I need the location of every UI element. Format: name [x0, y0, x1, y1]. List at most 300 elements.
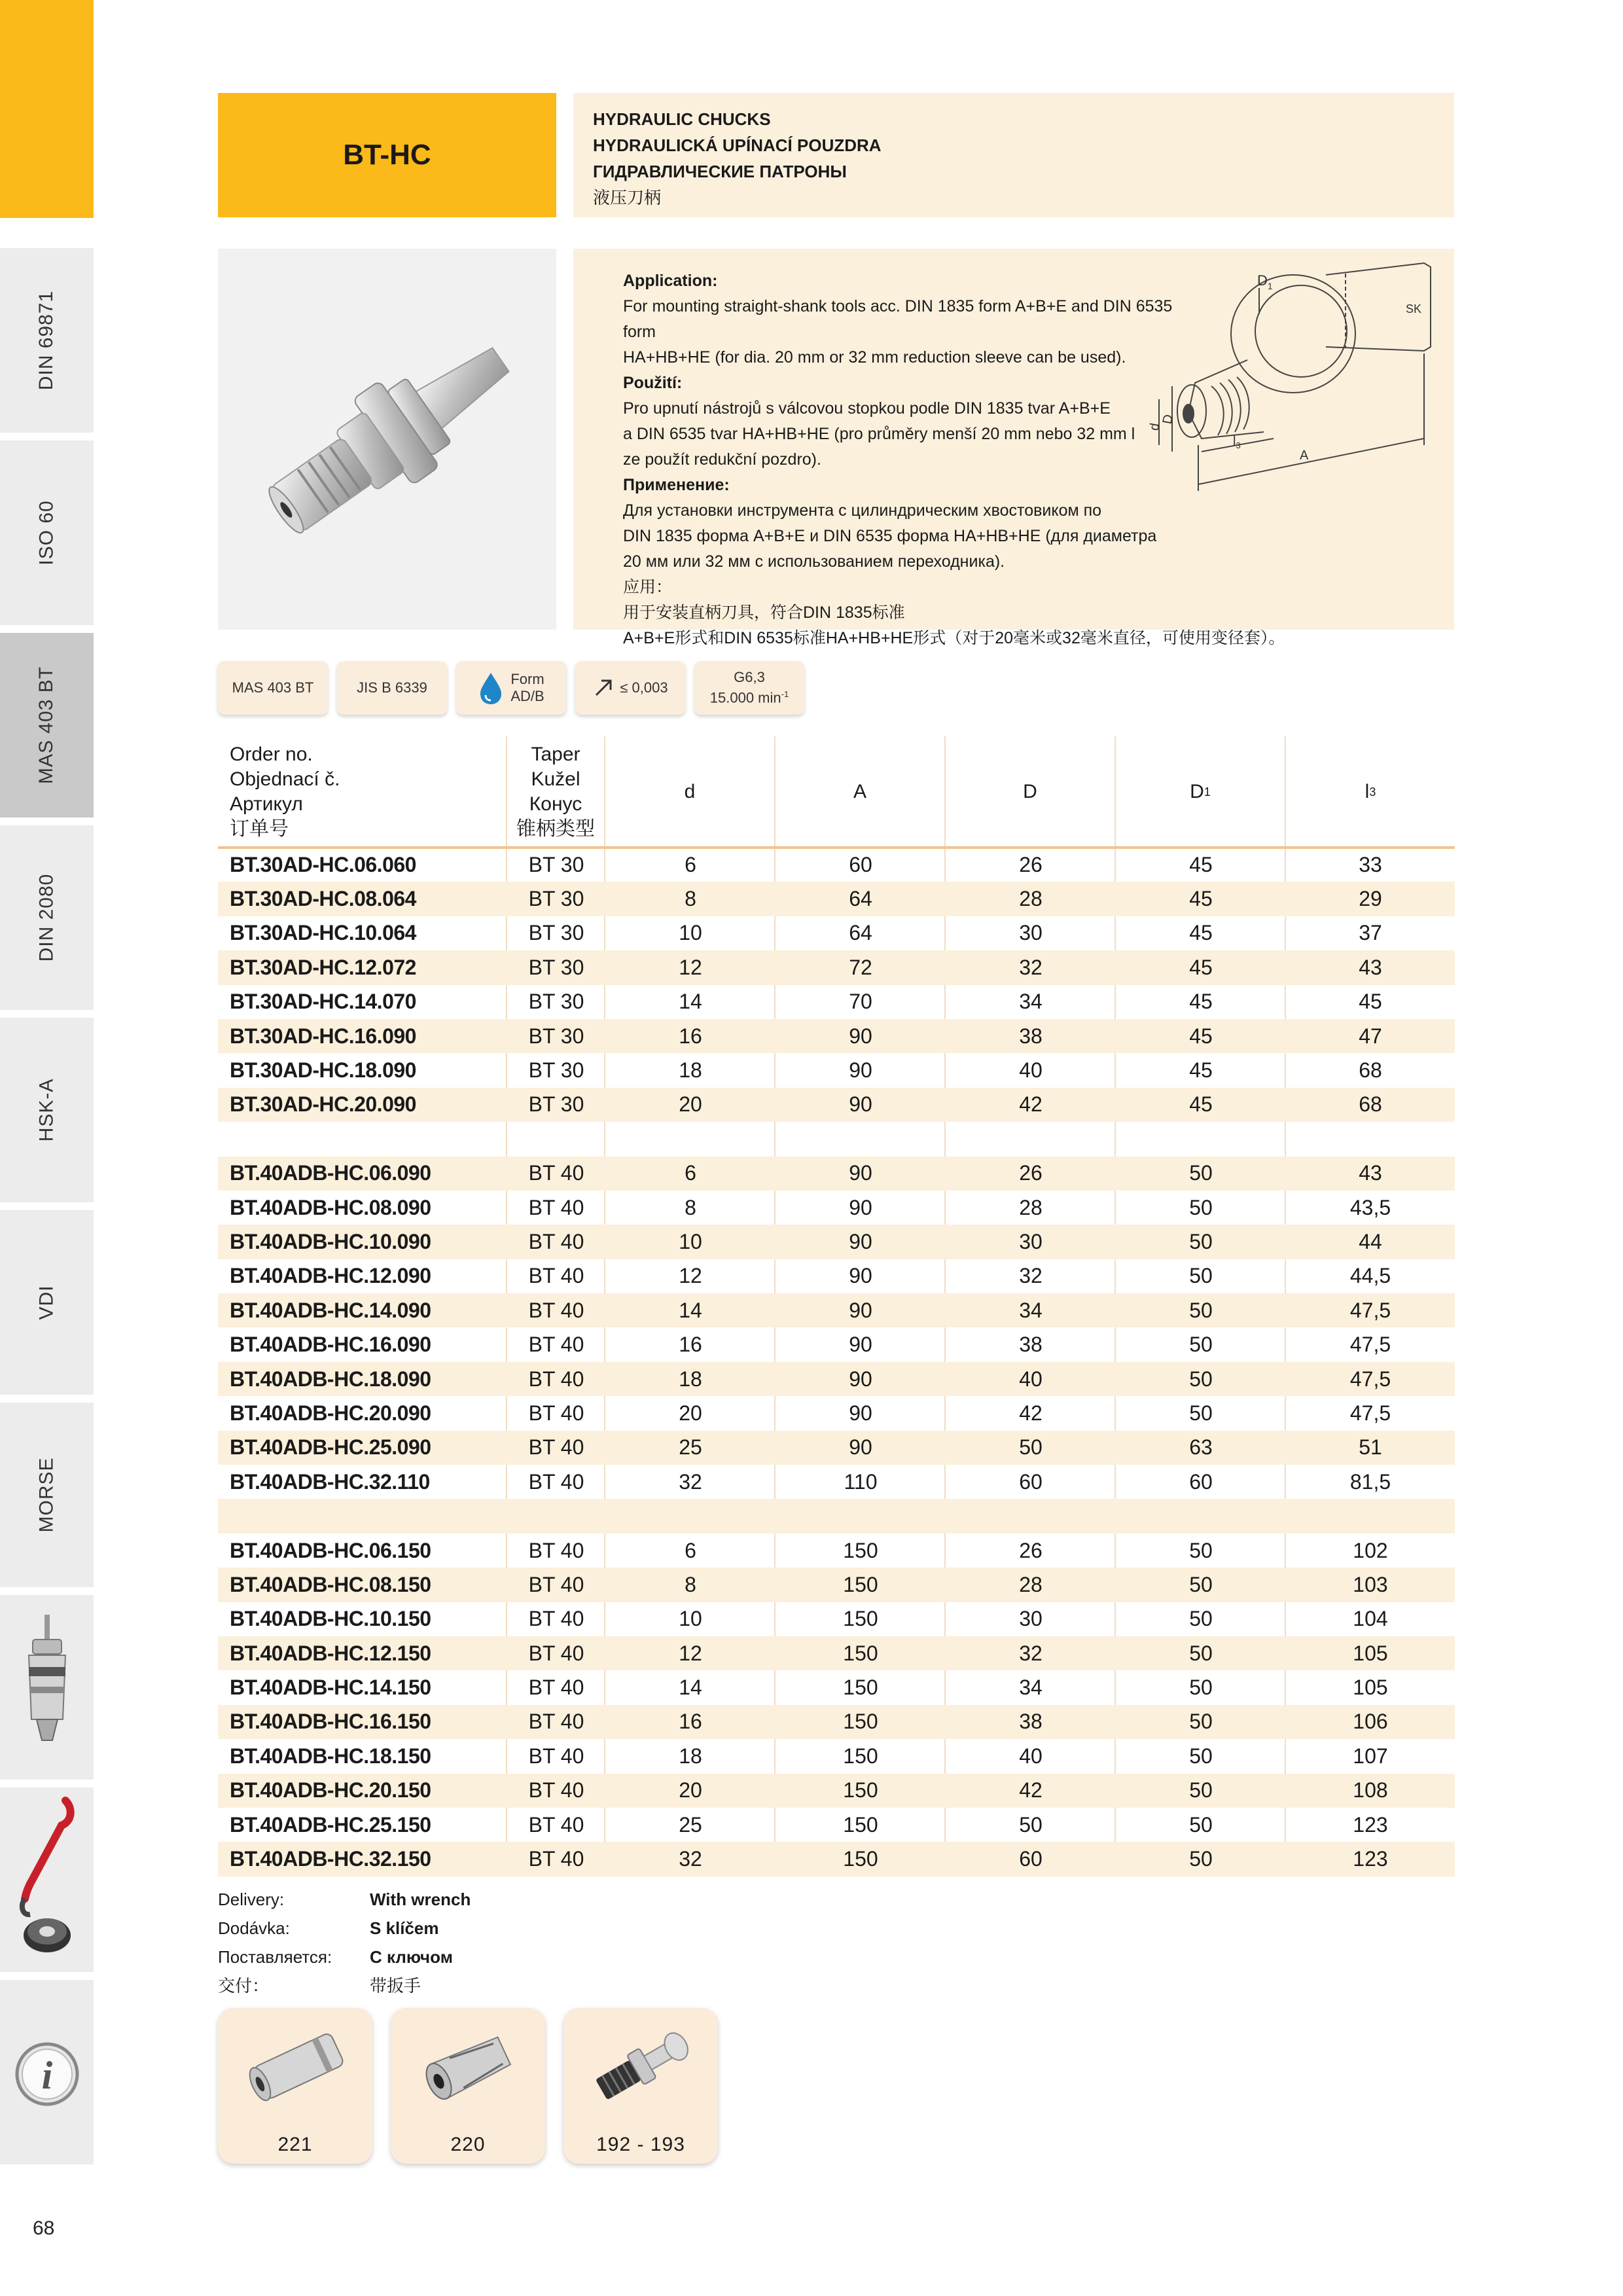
table-row	[218, 1327, 1455, 1361]
cell-order-no: BT.40ADB-HC.18.150	[230, 1744, 431, 1768]
cell-d: 8	[685, 1195, 696, 1219]
sidebar	[0, 0, 94, 2296]
diagram-label-l3: l	[1233, 434, 1236, 448]
cell-taper: BT 40	[528, 1641, 584, 1665]
cell-d1: 50	[1189, 1161, 1213, 1185]
cell-d1: 50	[1189, 1607, 1213, 1631]
cell-D: 42	[1019, 1092, 1043, 1117]
cell-order-no: BT.40ADB-HC.20.150	[230, 1778, 431, 1803]
cell-D: 34	[1019, 990, 1043, 1014]
application-line: Для установки инструмента с цилиндрическим хвостовиком по	[623, 501, 1102, 520]
cell-d: 10	[679, 921, 702, 945]
table-row	[218, 1088, 1455, 1122]
cell-d: 8	[685, 1572, 696, 1596]
header-line: Order no.	[230, 744, 313, 765]
tab-label: MORSE	[35, 1457, 58, 1533]
cell-D: 50	[1019, 1812, 1043, 1837]
accessory-collet[interactable]	[391, 2008, 545, 2164]
cell-taper: BT 40	[528, 1744, 584, 1768]
cell-a: 150	[843, 1710, 878, 1734]
cell-taper: BT 40	[528, 1333, 584, 1357]
header-line: Конус	[529, 793, 582, 815]
cell-a: 90	[849, 1401, 872, 1425]
cell-taper: BT 40	[528, 1710, 584, 1734]
cell-d: 25	[679, 1435, 702, 1460]
pull-stud-icon	[575, 2017, 706, 2115]
cell-taper: BT 40	[528, 1469, 584, 1494]
svg-text:i: i	[41, 2054, 53, 2097]
diagram-label-d1-sub: 1	[1267, 281, 1273, 291]
badge-balancing	[694, 661, 804, 715]
diagram-label-d: d	[1147, 422, 1163, 432]
badge-jis-b-6339	[337, 661, 447, 715]
cell-d1: 50	[1189, 1641, 1213, 1665]
badge-text: JIS B 6339	[357, 679, 427, 696]
cell-d1: 50	[1189, 1710, 1213, 1734]
table-row	[218, 1636, 1455, 1670]
table-row	[218, 1019, 1455, 1053]
page-number: 68	[33, 2217, 55, 2239]
cell-taper: BT 40	[528, 1367, 584, 1391]
cell-order-no: BT.40ADB-HC.18.090	[230, 1367, 431, 1391]
cell-order-no: BT.40ADB-HC.16.090	[230, 1333, 431, 1357]
runout-arrow-icon	[592, 677, 615, 699]
cell-l3: 43	[1359, 955, 1382, 979]
cell-d1: 45	[1189, 1024, 1213, 1048]
cell-D: 60	[1019, 1847, 1043, 1871]
cell-l3: 47,5	[1349, 1401, 1391, 1425]
cell-a: 60	[849, 852, 872, 876]
cell-order-no: BT.30AD-HC.14.070	[230, 990, 416, 1014]
table-row	[218, 1602, 1455, 1636]
cell-D: 34	[1019, 1298, 1043, 1322]
cell-D: 30	[1019, 1607, 1043, 1631]
cell-D: 28	[1019, 887, 1043, 911]
delivery-value: With wrench	[370, 1890, 471, 1909]
hydraulic-chuck-photo	[218, 249, 556, 630]
cell-D: 42	[1019, 1778, 1043, 1803]
cell-l3: 107	[1353, 1744, 1388, 1768]
cell-d: 6	[685, 852, 696, 876]
drill-chuck-icon	[0, 1595, 94, 1784]
table-body	[218, 848, 1455, 1876]
tab-hsk-a[interactable]	[0, 1018, 94, 1206]
cell-taper: BT 40	[528, 1435, 584, 1460]
cell-taper: BT 30	[528, 955, 584, 979]
cell-d: 16	[679, 1024, 702, 1048]
cell-d: 32	[679, 1847, 702, 1871]
cell-l3: 103	[1353, 1572, 1388, 1596]
accessory-reduction-sleeve[interactable]	[218, 2008, 372, 2164]
header-D: D	[1023, 781, 1037, 802]
cell-taper: BT 30	[528, 1092, 584, 1117]
cell-l3: 43	[1359, 1161, 1382, 1185]
cell-D: 42	[1019, 1401, 1043, 1425]
cell-a: 90	[849, 1435, 872, 1460]
cell-d1: 50	[1189, 1333, 1213, 1357]
cell-d: 10	[679, 1607, 702, 1631]
cell-d1: 50	[1189, 1195, 1213, 1219]
cell-d1: 50	[1189, 1538, 1213, 1562]
cell-order-no: BT.40ADB-HC.25.150	[230, 1812, 431, 1837]
cell-d: 6	[685, 1538, 696, 1562]
cell-l3: 105	[1353, 1641, 1388, 1665]
cell-d1: 50	[1189, 1298, 1213, 1322]
cell-d1: 50	[1189, 1812, 1213, 1837]
tab-din-2080[interactable]	[0, 825, 94, 1014]
cell-order-no: BT.40ADB-HC.12.090	[230, 1264, 431, 1288]
cell-l3: 81,5	[1349, 1469, 1391, 1494]
badge-text: Form	[510, 671, 544, 687]
svg-text:l3	[1233, 434, 1241, 450]
cell-a: 70	[849, 990, 872, 1014]
badge-text: 15.000 min	[709, 689, 781, 706]
accessory-page: 220	[450, 2134, 486, 2155]
table-row	[218, 1568, 1455, 1602]
application-line: ze použít redukční pozdro).	[623, 450, 821, 469]
cell-a: 90	[849, 1161, 872, 1185]
delivery-value: S klíčem	[370, 1918, 439, 1938]
header-l3-base: l	[1364, 781, 1370, 802]
cell-D: 28	[1019, 1572, 1043, 1596]
cell-order-no: BT.30AD-HC.16.090	[230, 1024, 416, 1048]
cell-D: 40	[1019, 1744, 1043, 1768]
table-row	[218, 848, 1455, 882]
cell-D: 26	[1019, 852, 1043, 876]
table-header	[218, 736, 1455, 848]
delivery-label: Поставляется:	[218, 1947, 332, 1967]
cell-d: 20	[679, 1401, 702, 1425]
product-title: BT-HC	[343, 139, 431, 171]
badge-sup: -1	[781, 689, 789, 700]
cell-order-no: BT.30AD-HC.18.090	[230, 1058, 416, 1083]
tab-din-69871[interactable]	[0, 248, 94, 437]
cell-taper: BT 30	[528, 1024, 584, 1048]
cell-d: 14	[679, 1298, 702, 1322]
cell-d: 8	[685, 887, 696, 911]
table-row	[218, 1465, 1455, 1499]
cell-D: 40	[1019, 1367, 1043, 1391]
table-row	[218, 985, 1455, 1019]
wrench-nut-icon	[0, 1787, 94, 1976]
cell-d: 32	[679, 1469, 702, 1494]
badge-text: ≤ 0,003	[620, 679, 668, 696]
table-row	[218, 1293, 1455, 1327]
chuck-dimension-diagram	[1149, 249, 1454, 537]
header-a: A	[853, 781, 866, 802]
application-line: DIN 1835 форма A+B+E и DIN 6535 форма HA+HB+HE (для диаметра	[623, 527, 1157, 545]
application-heading-ru: Применение:	[623, 476, 730, 494]
table-row	[218, 950, 1455, 984]
cell-a: 150	[843, 1744, 878, 1768]
cell-d: 14	[679, 1676, 702, 1700]
cell-a: 64	[849, 887, 872, 911]
table-row	[218, 1670, 1455, 1704]
cell-d1: 50	[1189, 1847, 1213, 1871]
cell-l3: 108	[1353, 1778, 1388, 1803]
cell-d1: 45	[1189, 887, 1213, 911]
cell-d1: 45	[1189, 955, 1213, 979]
header-taper	[507, 736, 604, 848]
application-heading-cz: Použití:	[623, 374, 683, 392]
cell-d1: 45	[1189, 921, 1213, 945]
badge-mas-403-bt	[218, 661, 328, 715]
svg-text:D1	[1257, 272, 1273, 291]
cell-d1: 50	[1189, 1401, 1213, 1425]
cell-order-no: BT.40ADB-HC.06.150	[230, 1538, 431, 1562]
cell-d: 6	[685, 1161, 696, 1185]
cell-d1: 50	[1189, 1572, 1213, 1596]
cell-d1: 63	[1189, 1435, 1213, 1460]
cell-d1: 45	[1189, 852, 1213, 876]
cell-d1: 60	[1189, 1469, 1213, 1494]
delivery-label: Dodávka:	[218, 1918, 290, 1938]
diagram-label-l3-sub: 3	[1236, 440, 1241, 450]
cell-D: 38	[1019, 1024, 1043, 1048]
diagram-label-sk: SK	[1406, 302, 1422, 315]
category-cz: HYDRAULICKÁ UPÍNACÍ POUZDRA	[593, 135, 882, 155]
badge-text: AD/B	[510, 688, 544, 704]
cell-l3: 33	[1359, 852, 1382, 876]
cell-order-no: BT.40ADB-HC.06.090	[230, 1161, 431, 1185]
cell-l3: 47,5	[1349, 1298, 1391, 1322]
cell-a: 72	[849, 955, 872, 979]
cell-taper: BT 40	[528, 1847, 584, 1871]
cell-a: 150	[843, 1778, 878, 1803]
table-row	[218, 1774, 1455, 1808]
table-row	[218, 1534, 1455, 1568]
cell-taper: BT 30	[528, 990, 584, 1014]
application-box	[573, 249, 1454, 647]
application-heading-en: Application:	[623, 272, 718, 290]
category-en: HYDRAULIC CHUCKS	[593, 109, 771, 129]
cell-taper: BT 30	[528, 1058, 584, 1083]
cell-taper: BT 40	[528, 1229, 584, 1253]
delivery-label: 交付：	[218, 1976, 270, 1996]
delivery-row	[218, 1914, 471, 1943]
cell-order-no: BT.30AD-HC.20.090	[230, 1092, 416, 1117]
tab-label: MAS 403 BT	[35, 666, 58, 785]
cell-d: 18	[679, 1744, 702, 1768]
cell-l3: 68	[1359, 1092, 1382, 1117]
cell-d1: 50	[1189, 1367, 1213, 1391]
cell-d1: 50	[1189, 1778, 1213, 1803]
accessory-page: 221	[277, 2134, 313, 2155]
cell-taper: BT 40	[528, 1676, 584, 1700]
tab-drill-chucks[interactable]	[0, 1595, 94, 1784]
cell-a: 90	[849, 1024, 872, 1048]
category-ru: ГИДРАВЛИЧЕСКИЕ ПАТРОНЫ	[593, 162, 847, 181]
cell-D: 40	[1019, 1058, 1043, 1083]
header-line: 订单号	[230, 818, 289, 840]
application-line: 20 мм или 32 мм с использованием переходника).	[623, 552, 1005, 571]
tab-accessories[interactable]	[0, 1787, 94, 1976]
table-row	[218, 1739, 1455, 1773]
header-d1-sub: 1	[1204, 785, 1211, 798]
accessory-page: 192 - 193	[596, 2134, 685, 2155]
header-order-no	[218, 736, 506, 848]
tab-label: ISO 60	[35, 500, 58, 565]
cell-taper: BT 30	[528, 887, 584, 911]
application-line: Pro upnutí nástrojů s válcovou stopkou podle DIN 1835 tvar A+B+E	[623, 399, 1111, 418]
cell-a: 90	[849, 1333, 872, 1357]
cell-l3: 45	[1359, 990, 1382, 1014]
header-l3-sub: 3	[1369, 785, 1376, 798]
cell-a: 150	[843, 1847, 878, 1871]
application-line: HA+HB+HE (for dia. 20 mm or 32 mm reduction sleeve can be used).	[623, 348, 1126, 367]
cell-a: 150	[843, 1572, 878, 1596]
header-l3	[1286, 736, 1455, 848]
table-row	[218, 1362, 1455, 1396]
cell-d1: 50	[1189, 1229, 1213, 1253]
table-row	[218, 1157, 1455, 1191]
header-d: d	[684, 781, 696, 802]
cell-d: 12	[679, 955, 702, 979]
cell-order-no: BT.30AD-HC.12.072	[230, 955, 416, 979]
table-row	[218, 1842, 1455, 1876]
cell-l3: 102	[1353, 1538, 1388, 1562]
cell-order-no: BT.40ADB-HC.20.090	[230, 1401, 431, 1425]
cell-l3: 47	[1359, 1024, 1382, 1048]
header-line: Objednací č.	[230, 768, 340, 790]
tab-mas-403-bt[interactable]	[0, 633, 94, 821]
table-row	[218, 1225, 1455, 1259]
diagram-label-A: A	[1300, 448, 1309, 463]
product-title-box	[218, 93, 556, 217]
application-heading-cn: 应用：	[623, 578, 673, 596]
cell-d: 10	[679, 1229, 702, 1253]
cell-D: 32	[1019, 955, 1043, 979]
cell-D: 38	[1019, 1710, 1043, 1734]
product-category-box	[573, 93, 1454, 217]
cell-order-no: BT.40ADB-HC.08.150	[230, 1572, 431, 1596]
cell-order-no: BT.30AD-HC.08.064	[230, 887, 416, 911]
cell-taper: BT 40	[528, 1161, 584, 1185]
cell-D: 50	[1019, 1435, 1043, 1460]
cell-d: 14	[679, 990, 702, 1014]
cell-d: 25	[679, 1812, 702, 1837]
cell-D: 32	[1019, 1264, 1043, 1288]
badge-form	[456, 661, 566, 715]
cell-l3: 29	[1359, 887, 1382, 911]
application-line: 用于安装直柄刀具，符合DIN 1835标准	[623, 603, 905, 622]
cell-d1: 50	[1189, 1744, 1213, 1768]
cell-l3: 37	[1359, 921, 1382, 945]
cell-d1: 50	[1189, 1264, 1213, 1288]
cell-taper: BT 30	[528, 852, 584, 876]
cell-l3: 47,5	[1349, 1333, 1391, 1357]
order-table	[218, 736, 1455, 1876]
tab-morse[interactable]	[0, 1403, 94, 1591]
table-spacer-row	[218, 1499, 1455, 1533]
delivery-row	[218, 1943, 471, 1971]
cell-l3: 43,5	[1349, 1195, 1391, 1219]
cell-order-no: BT.40ADB-HC.32.110	[230, 1469, 430, 1494]
cell-l3: 106	[1353, 1710, 1388, 1734]
application-line: A+B+E形式和DIN 6535标准HA+HB+HE形式（对于20毫米或32毫米直径，可使用变径套）。	[623, 629, 1285, 647]
tab-vdi[interactable]	[0, 1210, 94, 1399]
sidebar-accent-block	[0, 0, 94, 218]
cell-taper: BT 40	[528, 1572, 584, 1596]
cell-taper: BT 40	[528, 1607, 584, 1631]
cell-order-no: BT.40ADB-HC.14.090	[230, 1298, 431, 1322]
cell-l3: 47,5	[1349, 1367, 1391, 1391]
cell-d: 20	[679, 1778, 702, 1803]
diagram-label-D: D	[1160, 413, 1176, 425]
delivery-value: С ключом	[370, 1947, 453, 1967]
header-d1-base: D	[1190, 781, 1204, 802]
table-row	[218, 1431, 1455, 1465]
cell-a: 90	[849, 1298, 872, 1322]
cell-l3: 105	[1353, 1676, 1388, 1700]
cell-d: 20	[679, 1092, 702, 1117]
cell-D: 30	[1019, 1229, 1043, 1253]
coolant-drop-icon	[478, 670, 504, 706]
table-row	[218, 1191, 1455, 1225]
collet-icon	[402, 2017, 533, 2115]
cell-a: 150	[843, 1538, 878, 1562]
cell-a: 150	[843, 1812, 878, 1837]
tab-info[interactable]	[0, 1980, 94, 2168]
delivery-row	[218, 1971, 471, 2000]
cell-D: 26	[1019, 1161, 1043, 1185]
product-photo	[218, 249, 556, 630]
badge-text: MAS 403 BT	[232, 679, 314, 696]
tab-label: VDI	[35, 1285, 58, 1320]
cell-d1: 50	[1189, 1676, 1213, 1700]
reduction-sleeve-icon	[230, 2017, 361, 2115]
diagram-label-d1: D	[1257, 272, 1268, 289]
cell-order-no: BT.40ADB-HC.08.090	[230, 1195, 431, 1219]
tab-label: DIN 69871	[35, 290, 58, 391]
cell-a: 90	[849, 1229, 872, 1253]
cell-l3: 123	[1353, 1812, 1388, 1837]
cell-d: 18	[679, 1367, 702, 1391]
cell-order-no: BT.30AD-HC.06.060	[230, 852, 416, 876]
table-row	[218, 882, 1455, 916]
cell-taper: BT 40	[528, 1264, 584, 1288]
cell-a: 90	[849, 1058, 872, 1083]
tab-label: HSK-A	[35, 1078, 58, 1142]
cell-d1: 45	[1189, 1092, 1213, 1117]
table-row	[218, 1396, 1455, 1430]
cell-order-no: BT.40ADB-HC.32.150	[230, 1847, 431, 1871]
cell-d: 16	[679, 1710, 702, 1734]
tab-label: DIN 2080	[35, 873, 58, 962]
cell-order-no: BT.40ADB-HC.16.150	[230, 1710, 431, 1734]
application-line: a DIN 6535 tvar HA+HB+HE (pro průměry menší 20 mm nebo 32 mm l	[623, 425, 1135, 443]
delivery-value: 带扳手	[370, 1976, 421, 1996]
cell-d: 12	[679, 1264, 702, 1288]
table-spacer-row	[218, 1122, 1455, 1156]
cell-a: 64	[849, 921, 872, 945]
cell-a: 150	[843, 1676, 878, 1700]
tab-iso-60[interactable]	[0, 440, 94, 629]
cell-l3: 123	[1353, 1847, 1388, 1871]
accessory-pull-stud[interactable]	[563, 2008, 718, 2164]
cell-order-no: BT.40ADB-HC.10.090	[230, 1229, 431, 1253]
cell-order-no: BT.40ADB-HC.14.150	[230, 1676, 431, 1700]
info-icon	[0, 1980, 94, 2168]
table-row	[218, 1705, 1455, 1739]
delivery-label: Delivery:	[218, 1890, 285, 1909]
application-text	[623, 268, 1285, 651]
application-line: For mounting straight-shank tools acc. DIN 1835 form A+B+E and DIN 6535 form	[623, 297, 1173, 341]
cell-a: 90	[849, 1264, 872, 1288]
cell-taper: BT 40	[528, 1298, 584, 1322]
cell-taper: BT 40	[528, 1778, 584, 1803]
cell-D: 38	[1019, 1333, 1043, 1357]
